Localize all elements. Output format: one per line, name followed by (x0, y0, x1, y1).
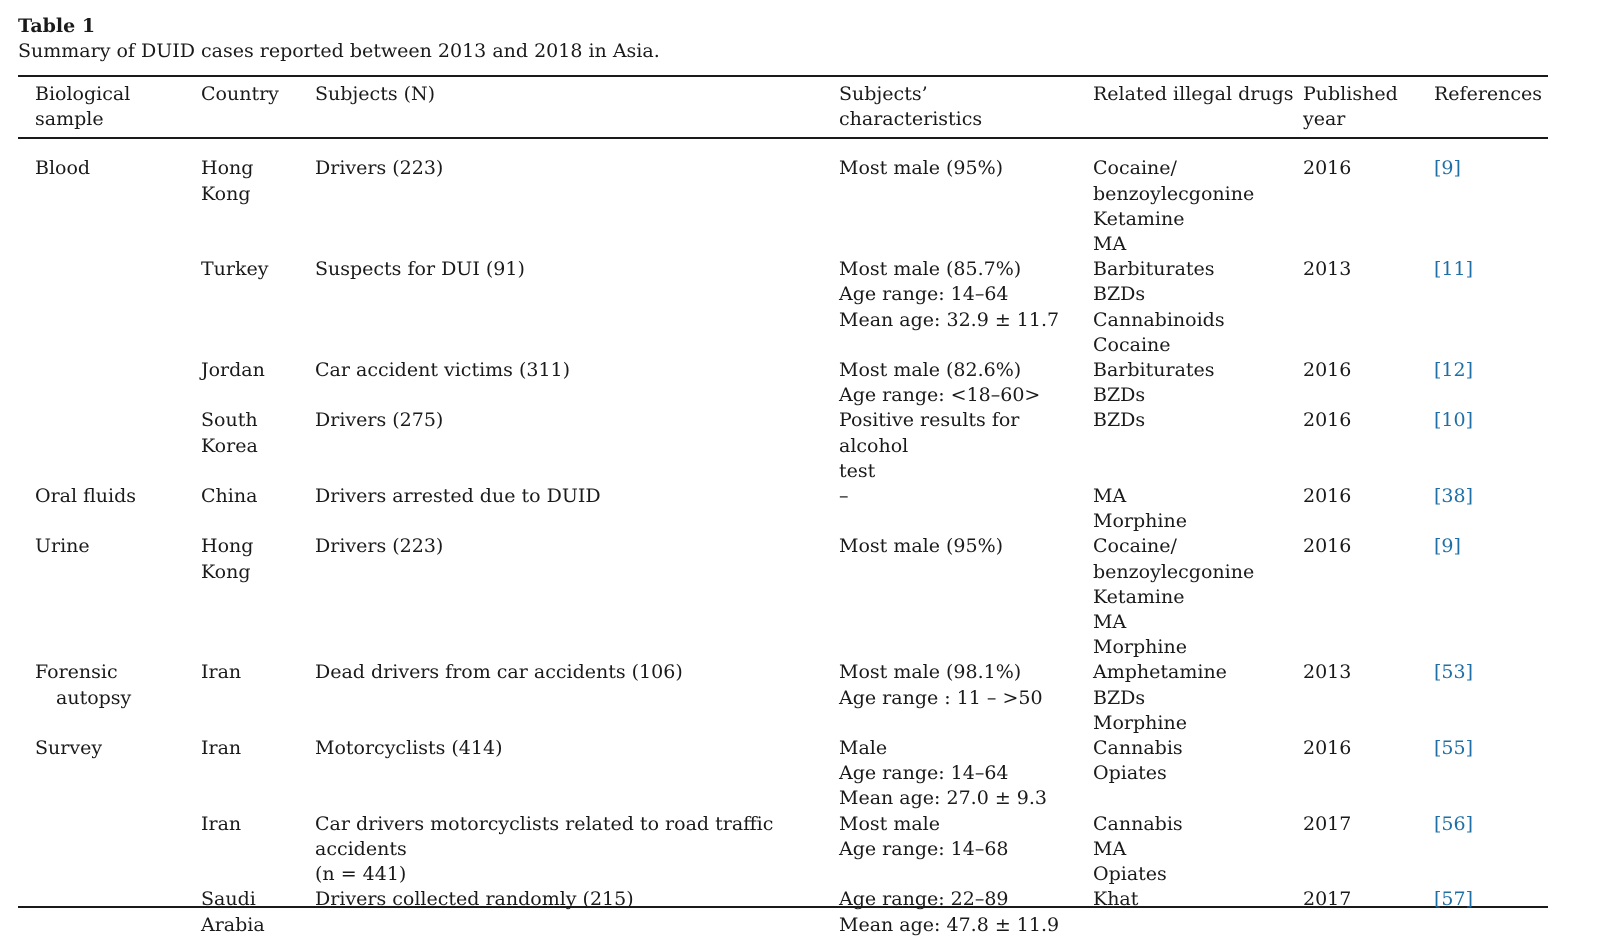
reference-link[interactable]: [11] (1434, 258, 1474, 281)
cell-country: Iran (201, 661, 242, 684)
cell-reference (1434, 812, 1548, 888)
cell-subjects: Drivers collected randomly (215) (315, 888, 634, 911)
cell-related-drugs: Amphetamine BZDs Morphine (1093, 661, 1227, 734)
cell-characteristics: – (839, 485, 849, 508)
cell-published-year: 2016 (1303, 359, 1352, 382)
cell-subjects: Drivers arrested due to DUID (315, 485, 601, 508)
header-published-year: Published year (1303, 83, 1398, 131)
table-title: Summary of DUID cases reported between 2013 and 2018 in Asia. (18, 40, 660, 62)
cell-characteristics: Positive results for alcohol test (839, 409, 1020, 482)
cell-related-drugs: MA Morphine (1093, 485, 1187, 533)
header-related-drugs: Related illegal drugs (1093, 83, 1294, 105)
reference-link[interactable]: [9] (1434, 535, 1461, 558)
cell-biological-sample (18, 257, 201, 358)
cell-country: Hong Kong (201, 535, 254, 583)
data-table (18, 82, 1548, 938)
cell-reference (1434, 144, 1548, 257)
cell-related-drugs: Khat (1093, 888, 1139, 911)
cell-subjects: Car drivers motorcyclists related to road traffic accidents (n = 441) (315, 812, 774, 886)
cell-biological-sample (18, 408, 201, 484)
cell-country: Iran (201, 737, 242, 760)
header-references: References (1434, 83, 1543, 105)
cell-biological-sample: Forensic autopsy (35, 661, 132, 709)
cell-characteristics: Most male (98.1%) Age range : 11 – >50 (839, 661, 1043, 709)
cell-related-drugs: Barbiturates BZDs (1093, 359, 1215, 407)
cell-related-drugs: Cocaine/ benzoylecgonine Ketamine MA (1093, 157, 1255, 256)
cell-related-drugs: Cannabis Opiates (1093, 737, 1183, 785)
table-caption (18, 14, 1578, 64)
cell-country: Jordan (201, 359, 265, 382)
header-characteristics: Subjects’ characteristics (839, 83, 983, 131)
cell-published-year: 2016 (1303, 485, 1352, 508)
cell-characteristics: Most male (95%) (839, 535, 1004, 558)
cell-published-year: 2013 (1303, 661, 1352, 684)
cell-reference (1434, 408, 1548, 484)
cell-characteristics: Most male (82.6%) Age range: <18–60> (839, 359, 1041, 407)
cell-biological-sample: Blood (35, 157, 91, 180)
cell-subjects: Motorcyclists (414) (315, 737, 503, 760)
cell-country: Turkey (201, 258, 269, 281)
cell-reference (1434, 257, 1548, 358)
cell-country: Saudi Arabia (201, 888, 265, 936)
cell-country: China (201, 485, 258, 508)
cell-biological-sample (18, 812, 201, 888)
cell-characteristics: Most male (95%) (839, 157, 1004, 180)
table-row (18, 484, 1548, 534)
cell-country: South Korea (201, 409, 258, 457)
cell-subjects: Drivers (223) (315, 535, 444, 558)
cell-subjects: Suspects for DUI (91) (315, 258, 525, 281)
cell-country: Iran (201, 812, 242, 835)
table-row (18, 660, 1548, 736)
cell-related-drugs: Cannabis MA Opiates (1093, 812, 1183, 886)
cell-published-year: 2017 (1303, 888, 1352, 911)
reference-link[interactable]: [57] (1434, 888, 1474, 911)
cell-reference (1434, 484, 1548, 534)
cell-reference (1434, 660, 1548, 736)
cell-biological-sample: Urine (35, 535, 90, 558)
cell-reference (1434, 887, 1548, 937)
table-row (18, 257, 1548, 358)
cell-published-year: 2017 (1303, 812, 1352, 835)
cell-related-drugs: Cocaine/ benzoylecgonine Ketamine MA Morphine (1093, 535, 1255, 659)
top-rule (18, 75, 1548, 77)
cell-reference (1434, 358, 1548, 408)
reference-link[interactable]: [9] (1434, 157, 1461, 180)
reference-link[interactable]: [38] (1434, 485, 1474, 508)
table-row (18, 887, 1548, 937)
cell-published-year: 2016 (1303, 157, 1352, 180)
table-label: Table 1 (18, 15, 96, 37)
table-row (18, 358, 1548, 408)
header-row (18, 82, 1548, 144)
cell-reference (1434, 736, 1548, 812)
table-row (18, 812, 1548, 888)
cell-subjects: Drivers (223) (315, 157, 444, 180)
cell-biological-sample: Oral fluids (35, 485, 137, 508)
reference-link[interactable]: [12] (1434, 359, 1474, 382)
table-row (18, 144, 1548, 257)
reference-link[interactable]: [56] (1434, 812, 1474, 835)
table-row (18, 408, 1548, 484)
reference-link[interactable]: [10] (1434, 409, 1474, 432)
cell-subjects: Drivers (275) (315, 409, 444, 432)
cell-characteristics: Most male Age range: 14–68 (839, 812, 1009, 860)
cell-subjects: Dead drivers from car accidents (106) (315, 661, 683, 684)
cell-biological-sample (18, 887, 201, 937)
reference-link[interactable]: [53] (1434, 661, 1474, 684)
cell-reference (1434, 534, 1548, 660)
cell-characteristics: Male Age range: 14–64 Mean age: 27.0 ± 9.3 (839, 737, 1047, 810)
cell-biological-sample (18, 358, 201, 408)
cell-characteristics: Most male (85.7%) Age range: 14–64 Mean age: 32.9 ± 11.7 (839, 258, 1060, 331)
reference-link[interactable]: [55] (1434, 737, 1474, 760)
cell-published-year: 2016 (1303, 737, 1352, 760)
header-country: Country (201, 83, 279, 105)
cell-related-drugs: Barbiturates BZDs Cannabinoids Cocaine (1093, 258, 1225, 356)
cell-characteristics: Age range: 22–89 Mean age: 47.8 ± 11.9 (839, 888, 1060, 936)
cell-published-year: 2016 (1303, 535, 1352, 558)
cell-published-year: 2013 (1303, 258, 1352, 281)
cell-related-drugs: BZDs (1093, 409, 1146, 432)
cell-biological-sample: Survey (35, 737, 103, 760)
cell-subjects: Car accident victims (311) (315, 359, 571, 382)
table-row (18, 736, 1548, 812)
cell-published-year: 2016 (1303, 409, 1352, 432)
table-row (18, 534, 1548, 660)
header-biological-sample: Biological sample (35, 83, 131, 131)
header-subjects: Subjects (N) (315, 83, 436, 105)
cell-country: Hong Kong (201, 157, 254, 205)
